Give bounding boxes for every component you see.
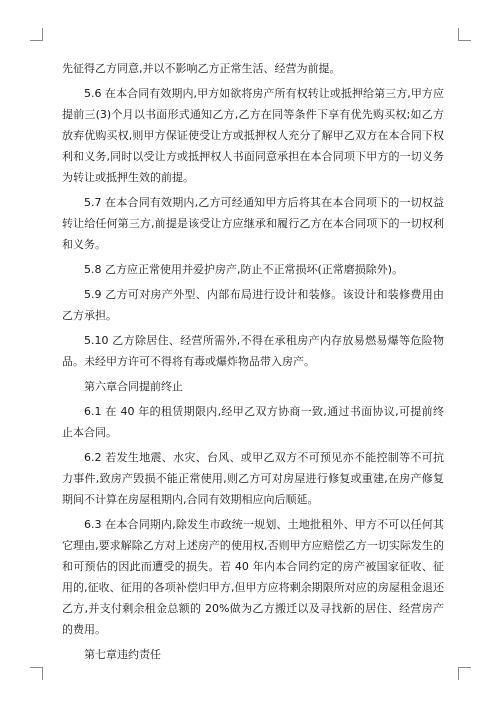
paragraph-continuation: 先征得乙方同意,并以不影响乙方正常生活、经营为前提。 — [62, 62, 341, 75]
clause-5-7: 5.7 在本合同有效期内,乙方可经通知甲方后将其在本合同项下的一切权益转让给任何第三方,前提是该受让方应继承和履行乙方在本合同项下的一切权利和义务。 — [62, 196, 444, 251]
clause-6-1: 6.1 在 40 年的租赁期限内,经甲乙双方协商一致,通过书面协议,可提前终止本合同。 — [62, 405, 444, 439]
clause-6-3: 6.3 在本合同期内,除发生市政统一规划、土地批租外、甲方不可以任何其它理由,要求解除乙方对上述房产的使用权,否则甲方应赔偿乙方一切实际发生的和可预估的因此而遭受的损失。若 40 年内本合同约定的房产被国家征收、征用的,征收、征用的各项补偿归甲方,但甲方应将剩余期限所对应的房屋租金退还乙方,并支付剩余租金总额的 20%做为乙方搬迁以及寻找新的居住、经营房产的费用。 — [62, 518, 444, 636]
chapter-6-heading: 第六章合同提前终止 — [84, 380, 183, 393]
crop-mark-top-right — [458, 28, 471, 41]
clause-5-6: 5.6 在本合同有效期内,甲方如欲将房产所有权转让或抵押给第三方,甲方应提前三(3)个月以书面形式通知乙方,乙方在同等条件下享有优先购买权;如乙方放弃优购买权,则甲方保证使受让方或抵押权人充分了解甲乙双方在本合同下权利和义务,同时以受让方或抵押权人书面同意承担在本合同项下甲方的一切义务为转让或抵押生效的前提。 — [62, 87, 444, 184]
document-body — [62, 58, 444, 669]
crop-mark-bottom-left — [30, 667, 43, 680]
clause-6-2: 6.2 若发生地震、水灾、台风、或甲乙双方不可预见亦不能控制等不可抗力事件,致房产毁损不能正常使用,则乙方可对房屋进行修复或重建,在房产修复期间不计算在房屋租期内,合同有效期相应向后顺延。 — [62, 451, 444, 506]
chapter-7-heading: 第七章违约责任 — [84, 648, 161, 661]
clause-5-10: 5.10 乙方除居住、经营所需外,不得在承租房产内存放易燃易爆等危险物品。未经甲方许可不得将有毒或爆炸物品带入房产。 — [62, 334, 444, 368]
crop-mark-bottom-right — [458, 667, 471, 680]
clause-5-8: 5.8 乙方应正常使用并爱护房产,防止不正常损坏(正常磨损除外)。 — [84, 263, 404, 276]
clause-5-9: 5.9 乙方可对房产外型、内部布局进行设计和装修。该设计和装修费用由乙方承担。 — [62, 288, 444, 322]
crop-mark-top-left — [30, 28, 43, 41]
